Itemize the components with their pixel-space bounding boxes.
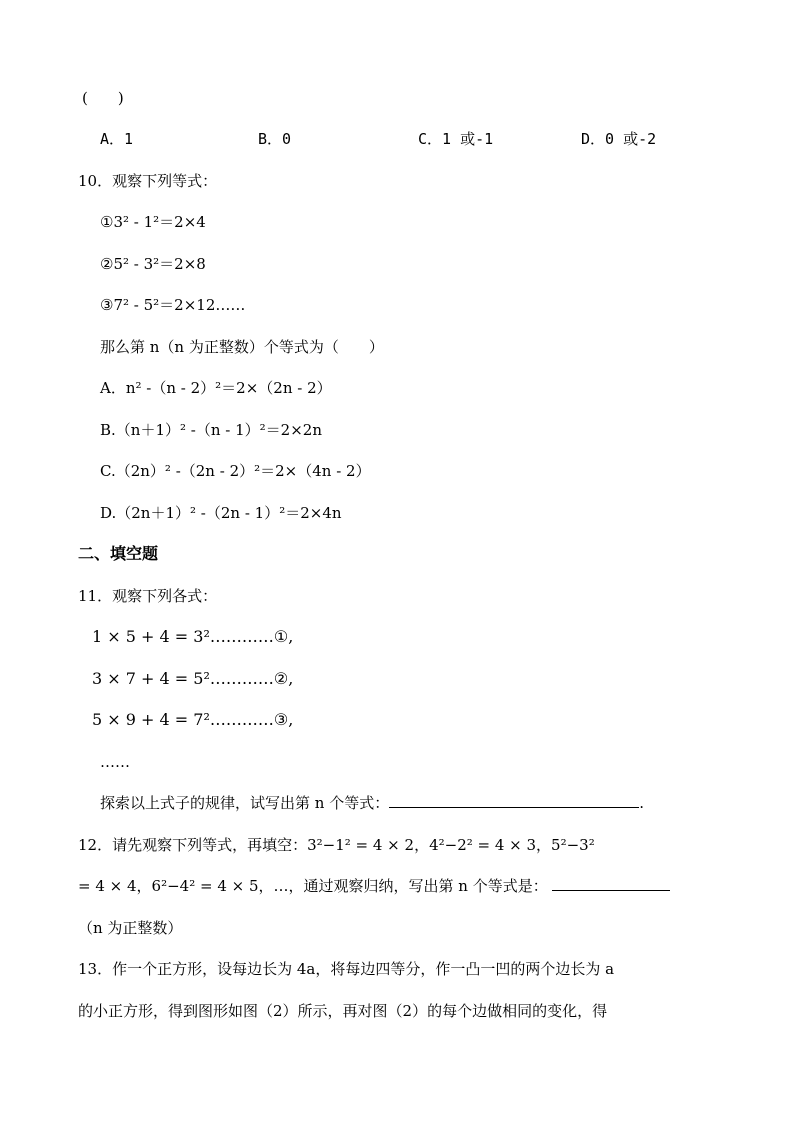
q10-option-c: C.（2n）² -（2n - 2）²＝2×（4n - 2） [100, 462, 371, 480]
q9-option-d: D．0 或-2 [581, 130, 657, 148]
q10-equation-2: ②5² - 3²＝2×8 [100, 255, 206, 273]
q10-option-d: D.（2n＋1）² -（2n - 1）²＝2×4n [100, 504, 342, 522]
q9-option-c: C．1 或-1 [418, 130, 494, 148]
q10-equation-3: ③7² - 5²＝2×12…… [100, 296, 246, 314]
q13-line-2: 的小正方形，得到图形如图（2）所示，再对图（2）的每个边做相同的变化，得 [78, 1002, 608, 1020]
q10-option-a: A．n² -（n - 2）²＝2×（2n - 2） [100, 379, 332, 397]
section-title-fill-in: 二、填空题 [78, 544, 159, 563]
q10-option-b: B.（n＋1）² -（n - 1）²＝2×2n [100, 421, 322, 439]
q11-stem: 11．观察下列各式： [78, 587, 218, 605]
q11-equation-1: 1 × 5 + 4 = 3²…………①, [92, 627, 294, 646]
q10-question: 那么第 n（n 为正整数）个等式为（ ） [100, 338, 384, 356]
q10-stem: 10．观察下列等式： [78, 172, 218, 190]
q12-line-2-wrap [78, 876, 670, 896]
q11-question: 探索以上式子的规律，试写出第 n 个等式： [100, 794, 390, 812]
q12-line-2: = 4 × 4，6²−4² = 4 × 5，…，通过观察归纳，写出第 n 个等式是： [78, 877, 548, 895]
q9-answer-paren: ( ) [82, 89, 124, 107]
q11-equation-3: 5 × 9 + 4 = 7²…………③, [92, 710, 294, 729]
q11-equation-2: 3 × 7 + 4 = 5²…………②, [92, 669, 294, 688]
q9-option-b: B．0 [258, 130, 292, 148]
q9-option-a: A．1 [100, 130, 134, 148]
q12-answer-blank[interactable] [552, 876, 670, 891]
q11-answer-blank[interactable] [389, 793, 639, 808]
q12-line-3: （n 为正整数） [78, 919, 183, 937]
q11-ellipsis: …… [100, 753, 130, 771]
q13-line-1: 13．作一个正方形，设每边长为 4a，将每边四等分，作一凸一凹的两个边长为 a [78, 960, 615, 978]
q10-equation-1: ①3² - 1²＝2×4 [100, 213, 206, 231]
q12-line-1: 12．请先观察下列等式，再填空：3²−1² = 4 × 2，4²−2² = 4 × 3，5²−3² [78, 836, 595, 854]
q11-period: . [639, 794, 644, 812]
q11-question-line [100, 793, 644, 813]
